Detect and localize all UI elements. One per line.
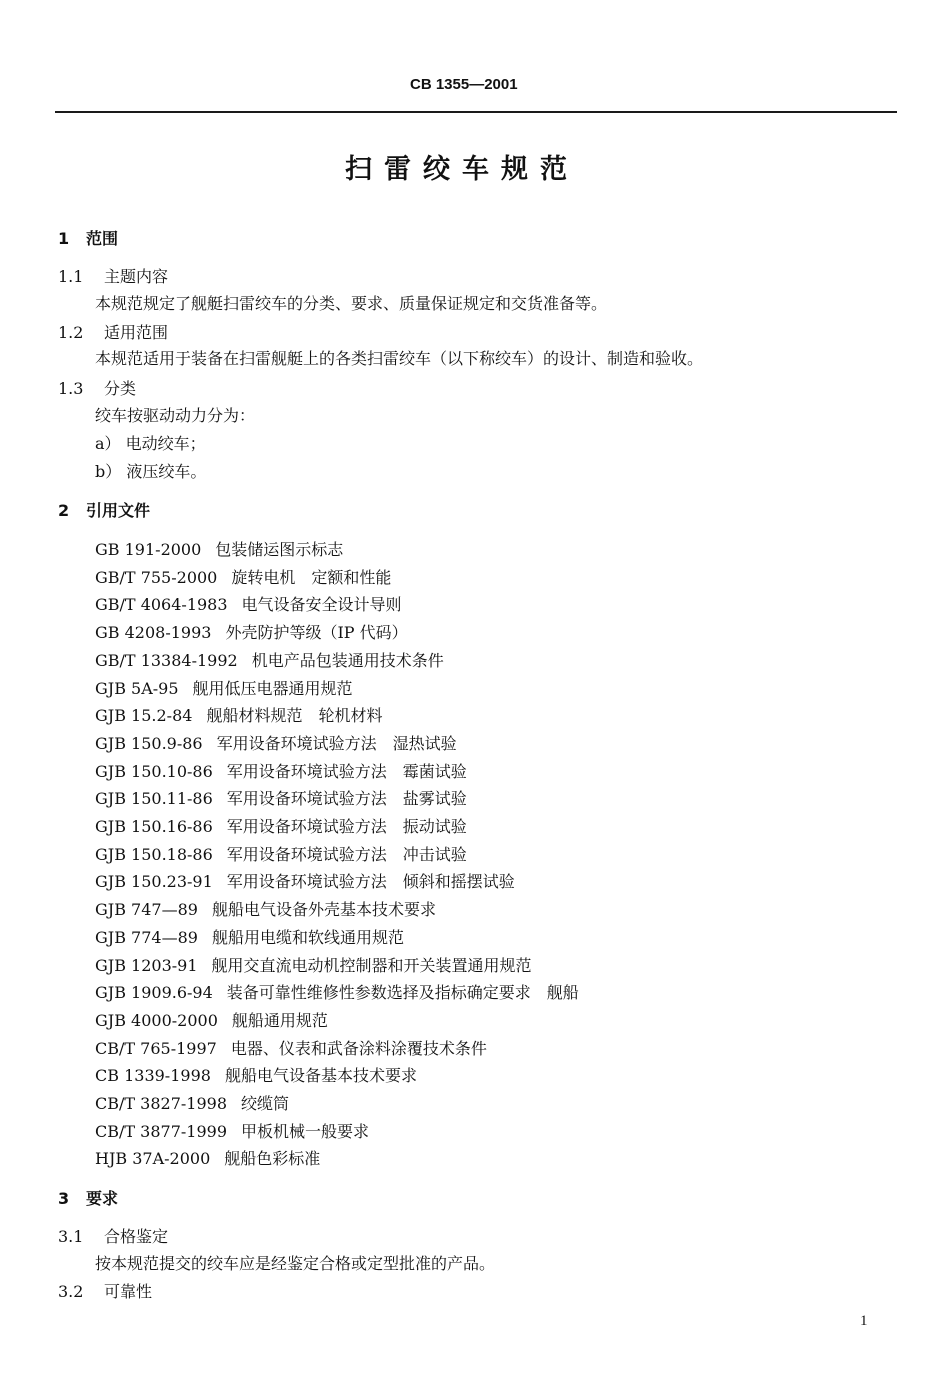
section-number: 3.2 xyxy=(58,1282,84,1301)
reference-code: GB 191-2000 xyxy=(95,540,202,559)
section-3-2-heading xyxy=(58,1279,152,1302)
reference-code: CB/T 765-1997 xyxy=(95,1039,217,1058)
section-3-1-heading xyxy=(58,1224,168,1247)
reference-title: 军用设备环境试验方法 倾斜和摇摆试验 xyxy=(226,872,515,891)
list-item: a） 电动绞车； xyxy=(95,434,206,453)
reference-code: GJB 4000-2000 xyxy=(95,1011,218,1030)
reference-item xyxy=(95,953,532,976)
section-number: 1 xyxy=(58,229,70,248)
reference-title: 装备可靠性维修性参数选择及指标确定要求 舰船 xyxy=(226,983,579,1002)
reference-item xyxy=(95,565,391,588)
section-1-heading xyxy=(58,226,118,249)
section-1-1-text: 本规范规定了舰艇扫雷绞车的分类、要求、质量保证规定和交货准备等。 xyxy=(95,294,608,313)
reference-title: 外壳防护等级（IP 代码） xyxy=(225,623,408,642)
reference-code: CB 1339-1998 xyxy=(95,1066,211,1085)
reference-item xyxy=(95,925,404,948)
reference-title: 绞缆筒 xyxy=(241,1094,290,1113)
reference-code: GJB 150.9-86 xyxy=(95,734,203,753)
reference-title: 舰船电气设备外壳基本技术要求 xyxy=(211,900,436,919)
reference-code: GJB 150.18-86 xyxy=(95,845,213,864)
reference-item xyxy=(95,786,467,809)
reference-code: GJB 1203-91 xyxy=(95,956,198,975)
header-rule xyxy=(55,111,897,113)
list-item: b） 液压绞车。 xyxy=(95,462,207,481)
section-title: 合格鉴定 xyxy=(104,1227,169,1246)
reference-title: 舰船色彩标准 xyxy=(224,1149,321,1168)
reference-code: GJB 150.16-86 xyxy=(95,817,213,836)
reference-item xyxy=(95,814,467,837)
section-number: 3 xyxy=(58,1189,70,1208)
reference-item xyxy=(95,1008,328,1031)
reference-title: 舰船用电缆和软线通用规范 xyxy=(211,928,404,947)
reference-title: 军用设备环境试验方法 霉菌试验 xyxy=(226,762,467,781)
section-3-heading xyxy=(58,1186,118,1209)
reference-code: GB/T 755-2000 xyxy=(95,568,218,587)
section-title: 范围 xyxy=(86,229,119,248)
reference-item xyxy=(95,1091,289,1114)
reference-code: GB/T 13384-1992 xyxy=(95,651,238,670)
reference-code: GJB 1909.6-94 xyxy=(95,983,213,1002)
section-1-3-text: 绞车按驱动动力分为： xyxy=(95,406,256,425)
reference-title: 舰用交直流电动机控制器和开关装置通用规范 xyxy=(211,956,532,975)
section-1-1-heading xyxy=(58,264,168,287)
section-number: 1.1 xyxy=(58,267,84,286)
standard-number: CB 1355—2001 xyxy=(410,76,518,93)
reference-title: 甲板机械一般要求 xyxy=(241,1122,370,1141)
reference-title: 军用设备环境试验方法 盐雾试验 xyxy=(226,789,467,808)
reference-code: GJB 150.10-86 xyxy=(95,762,213,781)
reference-code: CB/T 3877-1999 xyxy=(95,1122,227,1141)
reference-title: 军用设备环境试验方法 冲击试验 xyxy=(226,845,467,864)
section-title: 适用范围 xyxy=(104,323,169,342)
reference-code: GB 4208-1993 xyxy=(95,623,212,642)
reference-item xyxy=(95,537,343,560)
section-title: 引用文件 xyxy=(86,501,151,520)
reference-code: HJB 37A-2000 xyxy=(95,1149,211,1168)
reference-title: 包装储运图示标志 xyxy=(215,540,344,559)
reference-item xyxy=(95,897,436,920)
section-title: 分类 xyxy=(104,379,137,398)
section-3-1-text: 按本规范提交的绞车应是经鉴定合格或定型批准的产品。 xyxy=(95,1254,496,1273)
reference-item xyxy=(95,1036,487,1059)
reference-item xyxy=(95,1063,417,1086)
section-title: 要求 xyxy=(86,1189,119,1208)
page-title: 扫雷绞车规范 xyxy=(345,154,579,185)
reference-code: GJB 15.2-84 xyxy=(95,706,193,725)
reference-title: 舰船材料规范 轮机材料 xyxy=(206,706,383,725)
section-number: 1.2 xyxy=(58,323,84,342)
reference-item xyxy=(95,759,467,782)
reference-title: 舰船通用规范 xyxy=(231,1011,328,1030)
section-number: 3.1 xyxy=(58,1227,84,1246)
reference-code: GJB 747—89 xyxy=(95,900,198,919)
reference-title: 电器、仪表和武备涂料涂覆技术条件 xyxy=(230,1039,487,1058)
section-number: 1.3 xyxy=(58,379,84,398)
section-number: 2 xyxy=(58,501,70,520)
reference-code: GJB 150.23-91 xyxy=(95,872,213,891)
section-title: 主题内容 xyxy=(104,267,169,286)
reference-item xyxy=(95,1119,369,1142)
section-2-heading xyxy=(58,498,150,521)
section-title: 可靠性 xyxy=(104,1282,153,1301)
reference-title: 旋转电机 定额和性能 xyxy=(231,568,392,587)
section-1-3-heading xyxy=(58,376,136,399)
page-number: 1 xyxy=(860,1313,868,1329)
reference-title: 军用设备环境试验方法 湿热试验 xyxy=(216,734,457,753)
section-1-2-text: 本规范适用于装备在扫雷舰艇上的各类扫雷绞车（以下称绞车）的设计、制造和验收。 xyxy=(95,349,704,368)
reference-title: 军用设备环境试验方法 振动试验 xyxy=(226,817,467,836)
reference-title: 电气设备安全设计导则 xyxy=(241,595,402,614)
section-1-2-heading xyxy=(58,320,168,343)
reference-item xyxy=(95,1146,320,1169)
reference-item xyxy=(95,648,444,671)
reference-item xyxy=(95,676,353,699)
reference-item xyxy=(95,592,402,615)
reference-code: GB/T 4064-1983 xyxy=(95,595,228,614)
reference-code: CB/T 3827-1998 xyxy=(95,1094,227,1113)
reference-item xyxy=(95,842,467,865)
reference-title: 机电产品包装通用技术条件 xyxy=(251,651,444,670)
reference-item xyxy=(95,620,408,643)
reference-title: 舰用低压电器通用规范 xyxy=(192,679,353,698)
reference-code: GJB 5A-95 xyxy=(95,679,179,698)
reference-item xyxy=(95,980,579,1003)
reference-item xyxy=(95,731,457,754)
reference-item xyxy=(95,703,382,726)
reference-title: 舰船电气设备基本技术要求 xyxy=(224,1066,417,1085)
reference-code: GJB 150.11-86 xyxy=(95,789,213,808)
reference-item xyxy=(95,869,515,892)
reference-code: GJB 774—89 xyxy=(95,928,198,947)
